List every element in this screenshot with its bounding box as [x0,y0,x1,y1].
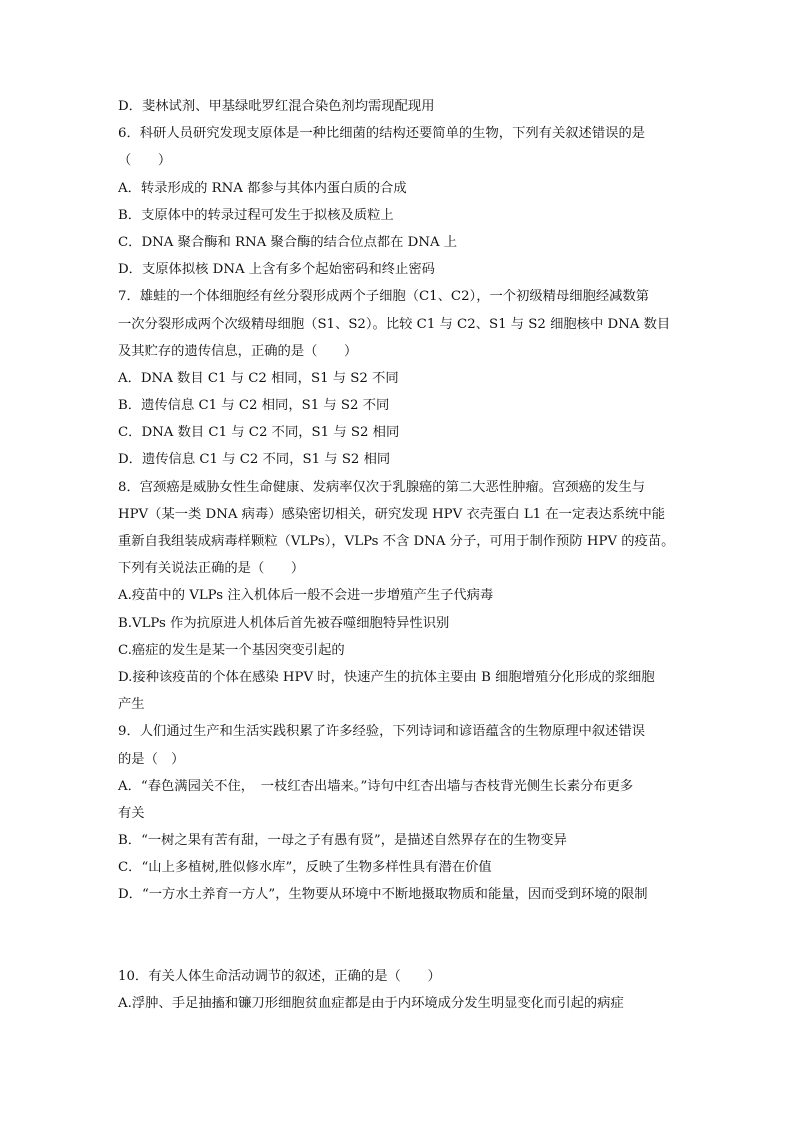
option-c: C．“山上多植树,胜似修水库”，反映了生物多样性具有潜在价值 [118,860,492,876]
question-9-stem: 9．人们通过生产和生活实践积累了许多经验，下列诗词和谚语蕴含的生物原理中叙述错误 [118,724,646,740]
question-8-stem: 8．宫颈癌是威胁女性生命健康、发病率仅次于乳腺癌的第二大恶性肿瘤。宫颈癌的发生与 [118,479,646,495]
option-a: A．转录形成的 RNA 都参与其体内蛋白质的合成 [118,180,407,196]
option-d: D．遗传信息 C1 与 C2 不同，S1 与 S2 相同 [118,452,391,468]
option-b: B.VLPs 作为抗原进人机体后首先被吞噬细胞特异性识别 [118,615,450,631]
option-b: B．遗传信息 C1 与 C2 相同，S1 与 S2 不同 [118,398,390,414]
option-d: D.接种该疫苗的个体在感染 HPV 时，快速产生的抗体主要由 B 细胞增殖分化形成的浆细胞 [118,669,655,685]
option-c: C.癌症的发生是某一个基因突变引起的 [118,642,345,658]
option-c: C．DNA 聚合酶和 RNA 聚合酶的结合位点都在 DNA 上 [118,234,458,250]
question-7-stem: 7．雄蛙的一个体细胞经有丝分裂形成两个子细胞（C1、C2），一个初级精母细胞经减数第 [118,289,650,305]
answer-bracket: （ ） [118,153,172,169]
option-d: D．支原体拟核 DNA 上含有多个起始密码和终止密码 [118,262,435,278]
option-b: B．“一树之果有苦有甜，一母之子有愚有贤”，是描述自然界存在的生物变异 [118,833,567,849]
option-a: A.浮肿、手足抽搐和镰刀形细胞贫血症都是由于内环境成分发生明显变化而引起的病症 [118,995,624,1011]
option-a: A．DNA 数目 C1 与 C2 相同，S1 与 S2 不同 [118,370,399,386]
option-a: A.疫苗中的 VLPs 注入机体后一般不会进一步增殖产生子代病毒 [118,588,494,604]
option-a-continued: 有关 [118,805,145,821]
question-9-stem: 的是（ ） [118,751,185,767]
option-d: D．“一方水土养育一方人”，生物要从环境中不断地摄取物质和能量，因而受到环境的限制 [118,887,648,903]
option-b: B．支原体中的转录过程可发生于拟核及质粒上 [118,207,394,223]
question-10-stem: 10．有关人体生命活动调节的叙述，正确的是（ ） [118,968,441,984]
text-line: D．斐林试剂、甲基绿吡罗红混合染色剂均需现配现用 [118,99,435,114]
option-c: C．DNA 数目 C1 与 C2 不同，S1 与 S2 相同 [118,425,400,441]
document-page [118,93,688,1017]
question-8-stem: 重新自我组装成病毒样颗粒（VLPs），VLPs 不含 DNA 分子，可用于制作预防 HPV 的疫苗。 [118,534,675,549]
question-8-stem: HPV（某一类 DNA 病毒）感染密切相关，研究发现 HPV 衣壳蛋白 L1 在一定表达系统中能 [118,506,666,522]
question-7-stem: 一次分裂形成两个次级精母细胞（S1、S2）。比较 C1 与 C2、S1 与 S2 细胞核中 DNA 数目 [118,316,671,332]
question-6-stem: 6．科研人员研究发现支原体是一种比细菌的结构还要简单的生物，下列有关叙述错误的是 [118,126,646,142]
option-d-continued: 产生 [118,697,145,713]
blank-gap [118,909,688,963]
option-a: A．“春色满园关不住， 一枝红杏出墙来。”诗句中红杏出墙与杏枝背光侧生长素分布更多 [118,778,634,794]
question-7-stem: 及其贮存的遗传信息，正确的是（ ） [118,343,358,359]
question-8-stem: 下列有关说法正确的是（ ） [118,561,305,577]
